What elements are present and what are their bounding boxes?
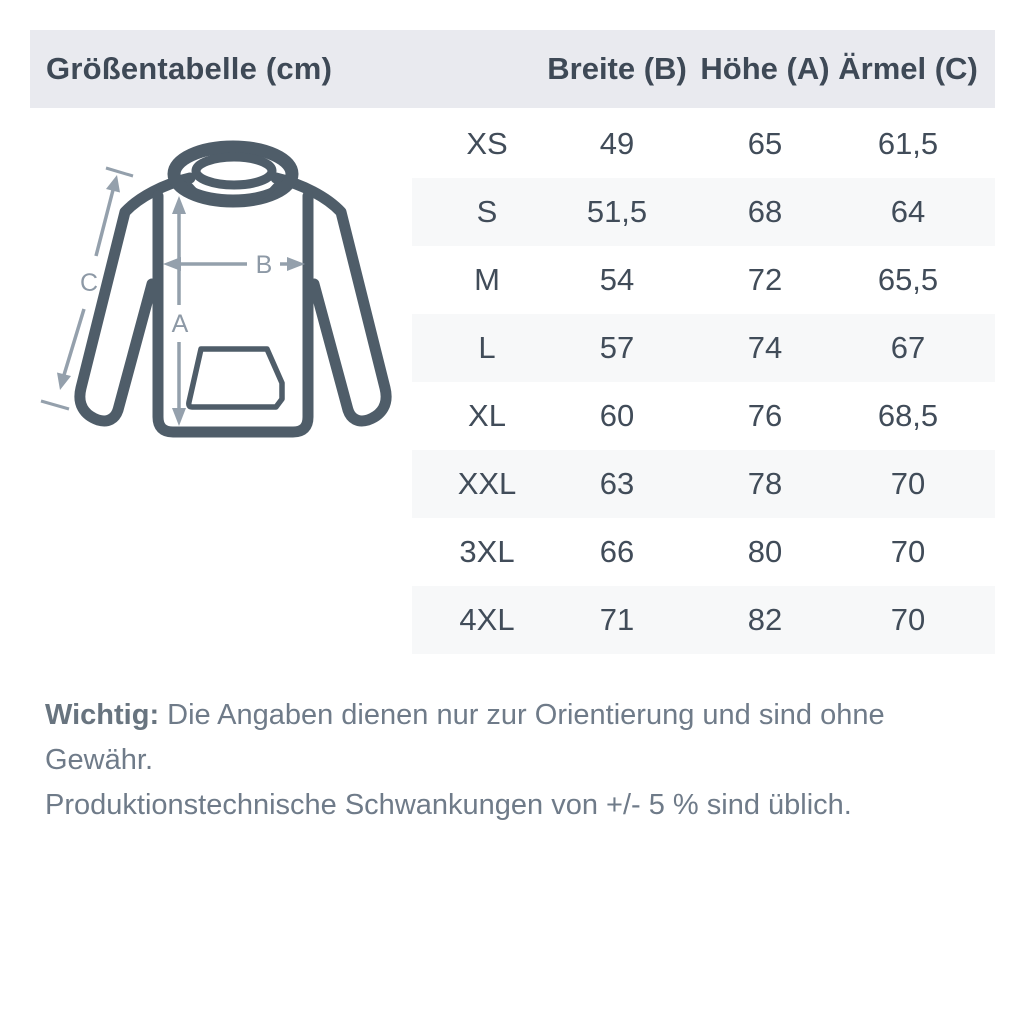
disclaimer-note: [45, 693, 955, 828]
label-a: A: [171, 310, 189, 338]
table-header-band: [30, 30, 995, 108]
hood-inner: [196, 157, 272, 185]
breite-value: 66: [599, 534, 635, 569]
column-header-aermel: Ärmel (C): [838, 51, 978, 86]
label-b: B: [255, 251, 273, 279]
size-label: XL: [468, 398, 506, 433]
hoehe-value: 76: [747, 398, 783, 433]
table-row-4xl: [412, 586, 995, 654]
size-label: 3XL: [459, 534, 515, 569]
column-headers: [412, 30, 995, 108]
aermel-value: 65,5: [877, 262, 939, 297]
column-header-size: [412, 30, 562, 108]
hoehe-value: 80: [747, 534, 783, 569]
size-label: 4XL: [459, 602, 515, 637]
breite-value: 49: [599, 126, 635, 161]
table-row-xs: [412, 110, 995, 178]
size-label: S: [476, 194, 498, 229]
hoehe-value: 72: [747, 262, 783, 297]
breite-value: 63: [599, 466, 635, 501]
breite-value: 60: [599, 398, 635, 433]
size-label: L: [478, 330, 496, 365]
size-label: XS: [466, 126, 508, 161]
disclaimer-line1: Die Angaben dienen nur zur Orientierung und sind ohne Gewähr.: [45, 699, 885, 776]
hoehe-value: 82: [747, 602, 783, 637]
aermel-value: 67: [890, 330, 926, 365]
hoehe-value: 74: [747, 330, 783, 365]
label-c: C: [79, 269, 99, 297]
table-row-m: [412, 246, 995, 314]
breite-value: 71: [599, 602, 635, 637]
disclaimer-label: Wichtig:: [45, 699, 160, 731]
breite-value: 54: [599, 262, 635, 297]
disclaimer-line2: Produktionstechnische Schwankungen von +/- 5 % sind üblich.: [45, 789, 852, 821]
hoehe-value: 65: [747, 126, 783, 161]
table-row-l: [412, 314, 995, 382]
aermel-value: 70: [890, 602, 926, 637]
table-row-xxl: [412, 450, 995, 518]
aermel-value: 64: [890, 194, 926, 229]
page-title: Größentabelle (cm): [46, 51, 333, 86]
aermel-value: 70: [890, 534, 926, 569]
hoodie-measurement-diagram: [40, 122, 420, 452]
size-table-body: [412, 110, 995, 654]
hoehe-value: 68: [747, 194, 783, 229]
hoehe-value: 78: [747, 466, 783, 501]
width-arrow-b: [163, 257, 305, 271]
aermel-value: 68,5: [877, 398, 939, 433]
breite-value: 57: [599, 330, 635, 365]
column-header-breite: Breite (B): [547, 51, 687, 86]
hoodie-right-sleeve: [276, 178, 386, 421]
breite-value: 51,5: [586, 194, 648, 229]
size-label: XXL: [457, 466, 517, 501]
column-header-hoehe: Höhe (A): [700, 51, 830, 86]
hoodie-outline-icon: [80, 147, 386, 432]
table-row-xl: [412, 382, 995, 450]
table-row-3xl: [412, 518, 995, 586]
table-row-s: [412, 178, 995, 246]
size-label: M: [474, 262, 500, 297]
aermel-value: 70: [890, 466, 926, 501]
hoodie-pocket: [189, 349, 282, 407]
hoodie-left-sleeve: [80, 178, 190, 421]
aermel-value: 61,5: [877, 126, 939, 161]
